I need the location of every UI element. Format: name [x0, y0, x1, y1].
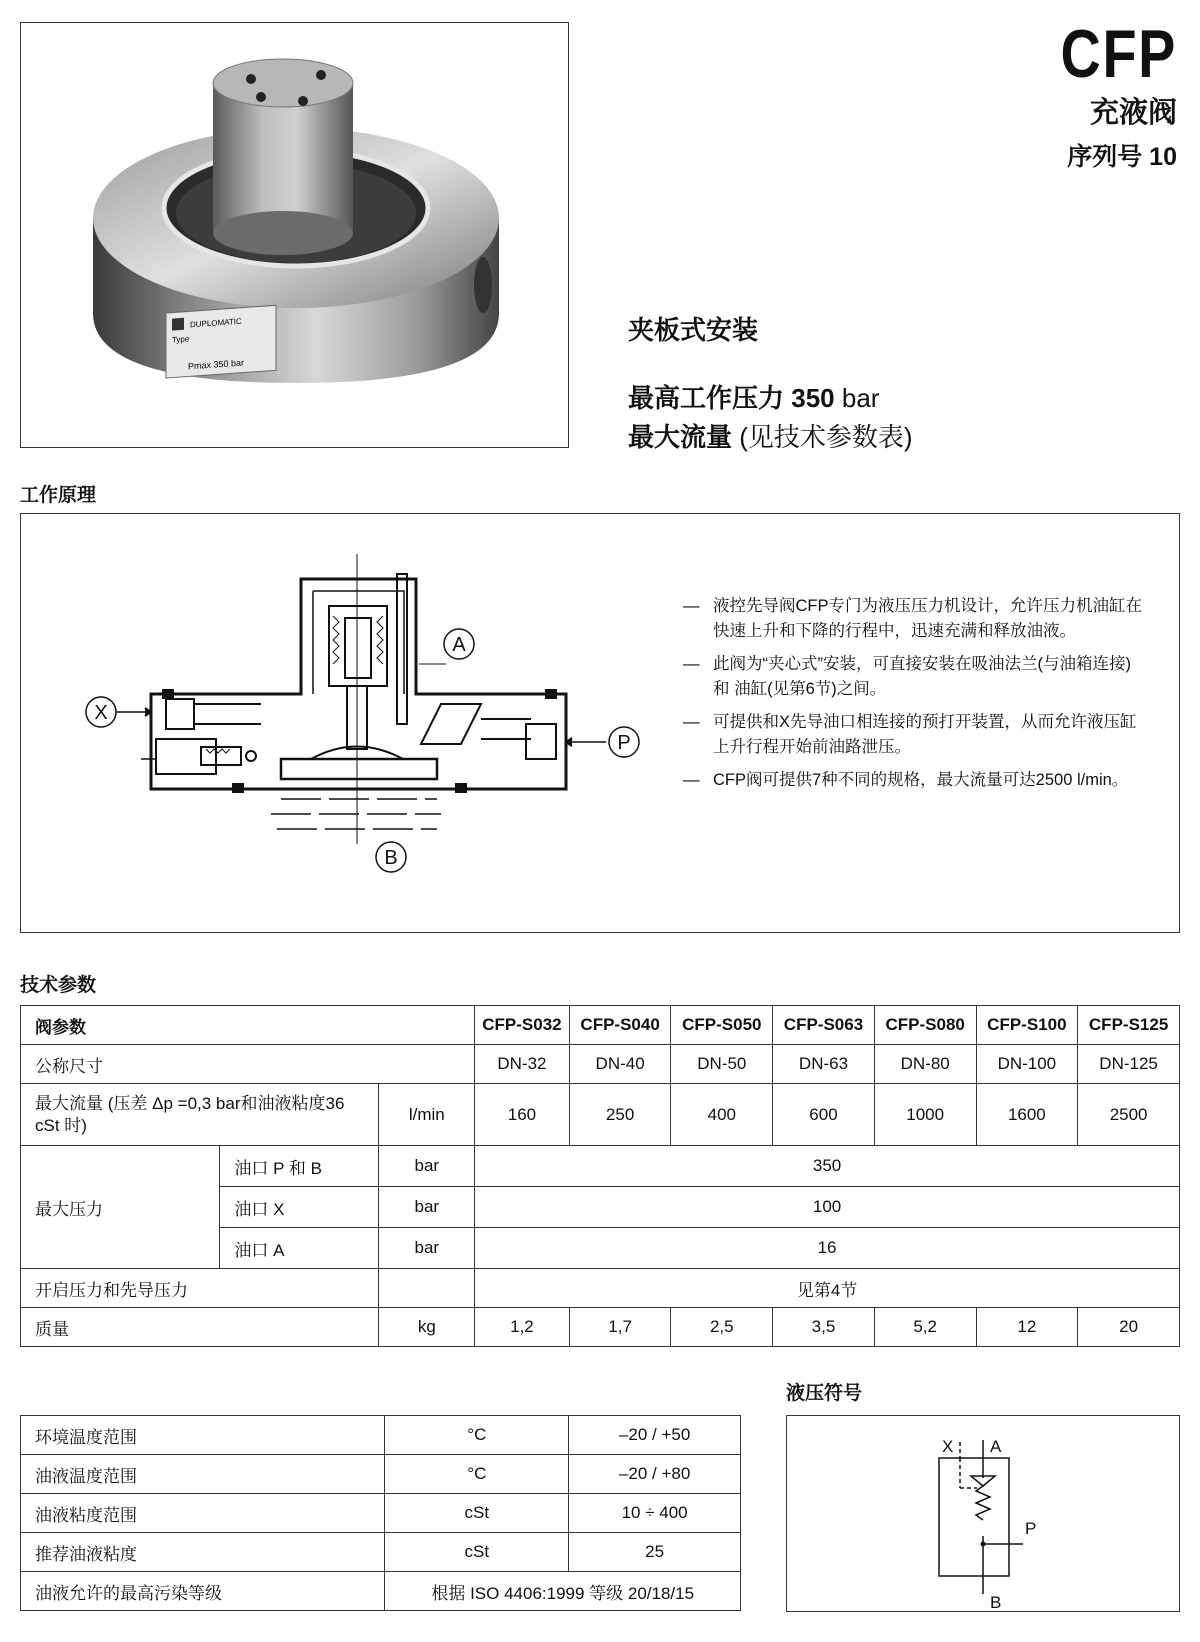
diagram-port-b: B	[384, 847, 398, 869]
opening-value: 见第4节	[475, 1269, 1180, 1308]
env-label: 推荐油液粘度	[21, 1533, 385, 1572]
diagram-port-x: X	[94, 702, 108, 724]
table-row	[21, 1308, 1180, 1347]
bullet-item: — 此阀为“夹心式”安装，可直接安装在吸油法兰(与油箱连接)和 油缸(见第6节)之间。	[683, 652, 1143, 702]
symbol-port-p: P	[1025, 1519, 1037, 1538]
nominal-size: DN-32	[475, 1045, 570, 1084]
max-pressure-line	[628, 378, 879, 415]
param-header: 阀参数	[21, 1006, 475, 1045]
flow-value: 160	[475, 1084, 570, 1146]
pressure-label: 最高工作压力	[628, 383, 785, 413]
symbol-heading: 液压符号	[786, 1383, 863, 1404]
flow-unit: l/min	[379, 1084, 475, 1146]
model-header: CFP-S032	[475, 1006, 570, 1045]
diagram-port-p: P	[617, 732, 631, 754]
flow-value: 1000	[874, 1084, 976, 1146]
mass-value: 20	[1078, 1308, 1180, 1347]
env-value: 25	[569, 1533, 741, 1572]
opening-label: 开启压力和先导压力	[21, 1269, 379, 1308]
pressure-unit: bar	[379, 1228, 475, 1269]
flow-value: 250	[569, 1084, 671, 1146]
hydraulic-symbol-panel	[786, 1415, 1180, 1612]
nominal-size: DN-50	[671, 1045, 773, 1084]
mass-value: 12	[976, 1308, 1078, 1347]
table-row	[21, 1146, 1180, 1187]
model-header: CFP-S050	[671, 1006, 773, 1045]
symbol-port-b: B	[990, 1593, 1002, 1612]
bullet-item: — CFP阀可提供7种不同的规格，最大流量可达2500 l/min。	[683, 768, 1143, 793]
table-row	[21, 1494, 741, 1533]
principle-bullets	[683, 594, 1143, 801]
env-label: 环境温度范围	[21, 1416, 385, 1455]
specs-heading: 技术参数	[20, 975, 97, 996]
pressure-unit: bar	[841, 383, 880, 413]
plate-pressure: Pmax 350 bar	[188, 357, 244, 372]
flow-label: 最大流量	[628, 422, 733, 452]
nominal-size: DN-125	[1078, 1045, 1180, 1084]
table-row	[21, 1572, 741, 1611]
mass-value: 5,2	[874, 1308, 976, 1347]
plate-type: Type	[172, 334, 190, 345]
flow-note: (见技术参数表)	[739, 422, 913, 452]
spec-table	[20, 1005, 1180, 1347]
product-photo	[20, 22, 569, 448]
mass-value: 1,2	[475, 1308, 570, 1347]
table-row	[21, 1533, 741, 1572]
nominal-label: 公称尺寸	[21, 1045, 475, 1084]
env-value: 10 ÷ 400	[569, 1494, 741, 1533]
pressure-value: 350	[475, 1146, 1180, 1187]
table-row	[21, 1455, 741, 1494]
env-value: –20 / +80	[569, 1455, 741, 1494]
model-header: CFP-S080	[874, 1006, 976, 1045]
plate-brand: DUPLOMATIC	[190, 316, 242, 330]
table-row	[21, 1269, 1180, 1308]
pressure-port: 油口 X	[220, 1187, 379, 1228]
flow-value: 600	[773, 1084, 875, 1146]
nominal-size: DN-40	[569, 1045, 671, 1084]
product-title: 充液阀	[1089, 97, 1177, 129]
symbol-port-x: X	[942, 1437, 954, 1456]
bullet-item: — 可提供和X先导油口相连接的预打开装置，从而允许液压缸上升行程开始前油路泄压。	[683, 710, 1143, 760]
environment-table	[20, 1415, 741, 1611]
env-unit: cSt	[385, 1533, 569, 1572]
pressure-unit: bar	[379, 1187, 475, 1228]
table-row	[21, 1006, 1180, 1045]
nominal-size: DN-100	[976, 1045, 1078, 1084]
nominal-size: DN-80	[874, 1045, 976, 1084]
product-code: CFP	[1060, 16, 1177, 92]
diagram-port-a: A	[452, 634, 466, 656]
env-label: 油液温度范围	[21, 1455, 385, 1494]
pressure-port: 油口 P 和 B	[220, 1146, 379, 1187]
pressure-value: 100	[475, 1187, 1180, 1228]
mass-value: 3,5	[773, 1308, 875, 1347]
mounting-type: 夹板式安装	[628, 315, 759, 345]
model-header: CFP-S100	[976, 1006, 1078, 1045]
env-label: 油液粘度范围	[21, 1494, 385, 1533]
series-number: 序列号 10	[1067, 143, 1177, 171]
env-unit: °C	[385, 1455, 569, 1494]
bullet-item: — 液控先导阀CFP专门为液压压力机设计，允许压力机油缸在快速上升和下降的行程中，迅速充满和释放油液。	[683, 594, 1143, 644]
env-value: –20 / +50	[569, 1416, 741, 1455]
contamination-label: 油液允许的最高污染等级	[21, 1572, 385, 1611]
pressure-port: 油口 A	[220, 1228, 379, 1269]
mass-label: 质量	[21, 1308, 379, 1347]
max-flow-line	[628, 417, 913, 454]
flow-value: 2500	[1078, 1084, 1180, 1146]
flow-value: 400	[671, 1084, 773, 1146]
flow-value: 1600	[976, 1084, 1078, 1146]
table-row	[21, 1045, 1180, 1084]
contamination-value: 根据 ISO 4406:1999 等级 20/18/15	[385, 1572, 741, 1611]
pressure-unit: bar	[379, 1146, 475, 1187]
nominal-size: DN-63	[773, 1045, 875, 1084]
max-pressure-label: 最大压力	[21, 1146, 220, 1269]
hydraulic-symbol	[787, 1416, 1181, 1613]
flow-label: 最大流量 (压差 Δp =0,3 bar和油液粘度36 cSt 时)	[21, 1084, 379, 1146]
env-unit: cSt	[385, 1494, 569, 1533]
symbol-port-a: A	[990, 1437, 1002, 1456]
table-row	[21, 1416, 741, 1455]
pressure-value: 16	[475, 1228, 1180, 1269]
env-unit: °C	[385, 1416, 569, 1455]
pressure-value: 350	[791, 383, 835, 413]
section-diagram	[61, 544, 661, 904]
principle-heading: 工作原理	[20, 485, 97, 506]
model-header: CFP-S125	[1078, 1006, 1180, 1045]
model-header: CFP-S063	[773, 1006, 875, 1045]
table-row	[21, 1084, 1180, 1146]
mass-value: 1,7	[569, 1308, 671, 1347]
mass-value: 2,5	[671, 1308, 773, 1347]
mass-unit: kg	[379, 1308, 475, 1347]
model-header: CFP-S040	[569, 1006, 671, 1045]
